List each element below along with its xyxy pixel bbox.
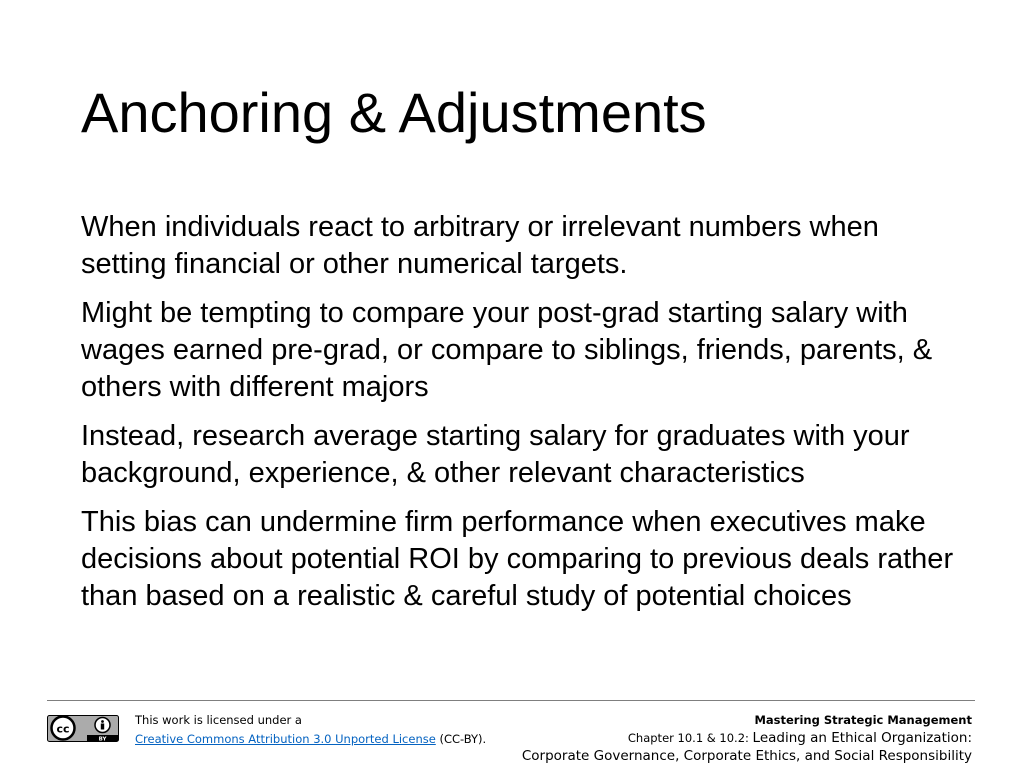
license-link[interactable]: Creative Commons Attribution 3.0 Unported License	[135, 732, 436, 746]
cc-by-license-icon[interactable]	[47, 715, 119, 742]
course-name: Mastering Strategic Management	[754, 713, 972, 727]
license-suffix: (CC-BY).	[435, 732, 487, 746]
chapter-subtitle: Corporate Governance, Corporate Ethics, and Social Responsibility	[521, 748, 972, 764]
license-intro: This work is licensed under a	[135, 713, 302, 727]
license-line	[135, 730, 486, 749]
slide-title: Anchoring & Adjustments	[81, 81, 707, 144]
body-paragraph: When individuals react to arbitrary or irrelevant numbers when setting financial or other numerical targets.	[81, 211, 879, 280]
footer-divider	[47, 700, 975, 701]
chapter-title: Leading an Ethical Organization:	[752, 730, 972, 746]
cc-badge-text: cc	[56, 722, 70, 736]
body-paragraph: Instead, research average starting salary for graduates with your background, experience, & other relevant characteristics	[81, 420, 910, 489]
course-info	[522, 711, 972, 765]
body-paragraph: This bias can undermine firm performance when executives make decisions about potential ROI by comparing to previous deals rather than based on a realistic & careful study of potential choices	[81, 506, 954, 612]
body-paragraph: Might be tempting to compare your post-grad starting salary with wages earned pre-grad, or compare to siblings, friends, parents, & others with different majors	[81, 297, 933, 403]
by-badge-text: BY	[98, 736, 107, 742]
license-notice	[135, 711, 486, 749]
chapter-label: Chapter 10.1 & 10.2:	[627, 731, 753, 745]
chapter-line	[522, 729, 972, 747]
slide-body	[81, 209, 961, 627]
